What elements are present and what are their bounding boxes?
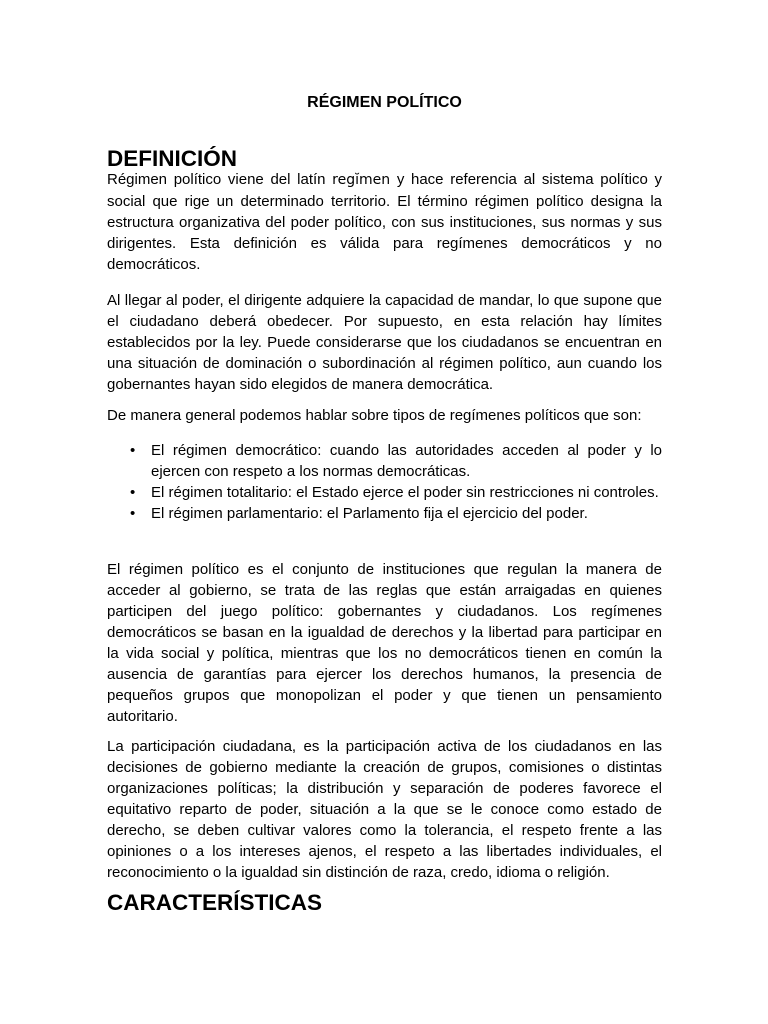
- section-heading-definicion: DEFINICIÓN: [107, 146, 238, 171]
- regime-types-list: [107, 440, 662, 524]
- regime-types-list-block: [107, 440, 662, 524]
- paragraph-4-block: [107, 559, 662, 727]
- caracteristicas-section: [107, 892, 662, 913]
- list-item: • El régimen democrático: cuando las autoridades acceden al poder y lo ejercen con respeto a los normas democráticas.: [151, 440, 662, 482]
- paragraph-5: La participación ciudadana, es la participación activa de los ciudadanos en las decisiones de gobierno mediante la creación de grupos, comisiones o distintas organizaciones políticas; la distribución y separación de poderes favorece el equitativo reparto de poder, situación a la que se le conoce como estado de derecho, se deben cultivar valores como la tolerancia, el respeto frente a las opiniones o a los intereses ajenos, el respeto a las libertades individuales, el reconocimiento o la igualdad sin distinción de raza, credo, idioma o religión.: [107, 738, 662, 881]
- paragraph-3-block: [107, 405, 662, 426]
- paragraph-2: Al llegar al poder, el dirigente adquiere la capacidad de mandar, lo que supone que el ciudadano deberá obedecer. Por supuesto, en esta relación hay límites establecidos por la ley. Puede considerarse que los ciudadanos se encuentran en una situación de dominación o subordinación al régimen político, aun cuando los gobernantes hayan sido elegidos de manera democrática.: [107, 292, 662, 393]
- paragraph-3: De manera general podemos hablar sobre tipos de regímenes políticos que son:: [107, 407, 642, 424]
- paragraph-5-block: [107, 736, 662, 883]
- definicion-section: [107, 148, 662, 275]
- list-item: • El régimen parlamentario: el Parlamento fija el ejercicio del poder.: [151, 503, 662, 524]
- paragraph-1: [107, 169, 662, 275]
- latin-term: regĭmen: [332, 172, 391, 188]
- section-heading-caracteristicas: CARACTERÍSTICAS: [107, 890, 323, 915]
- paragraph-1-rest: y hace referencia al sistema político y social que rige un determinado territorio. El término régimen político designa la estructura organizativa del poder político, con sus instituciones, sus normas y sus dirigentes. Esta definición es válida para regímenes democráticos y no democráticos.: [107, 171, 662, 273]
- paragraph-4: El régimen político es el conjunto de instituciones que regulan la manera de acceder al gobierno, se trata de las reglas que están arraigadas en quienes participen del juego político: gobernantes y ciudadanos. Los regímenes democráticos se basan en la igualdad de derechos y la libertad para participar en la vida social y política, mientras que los no democráticos tienen en común la ausencia de garantías para ejercer los derechos humanos, la presencia de pequeños grupos que monopolizan el poder y que tienen un pensamiento autoritario.: [107, 561, 662, 725]
- page-title: RÉGIMEN POLÍTICO: [307, 94, 462, 111]
- list-item: • El régimen totalitario: el Estado ejerce el poder sin restricciones ni controles.: [151, 482, 662, 503]
- paragraph-2-block: [107, 290, 662, 395]
- paragraph-1-intro: Régimen político viene del latín: [107, 171, 333, 188]
